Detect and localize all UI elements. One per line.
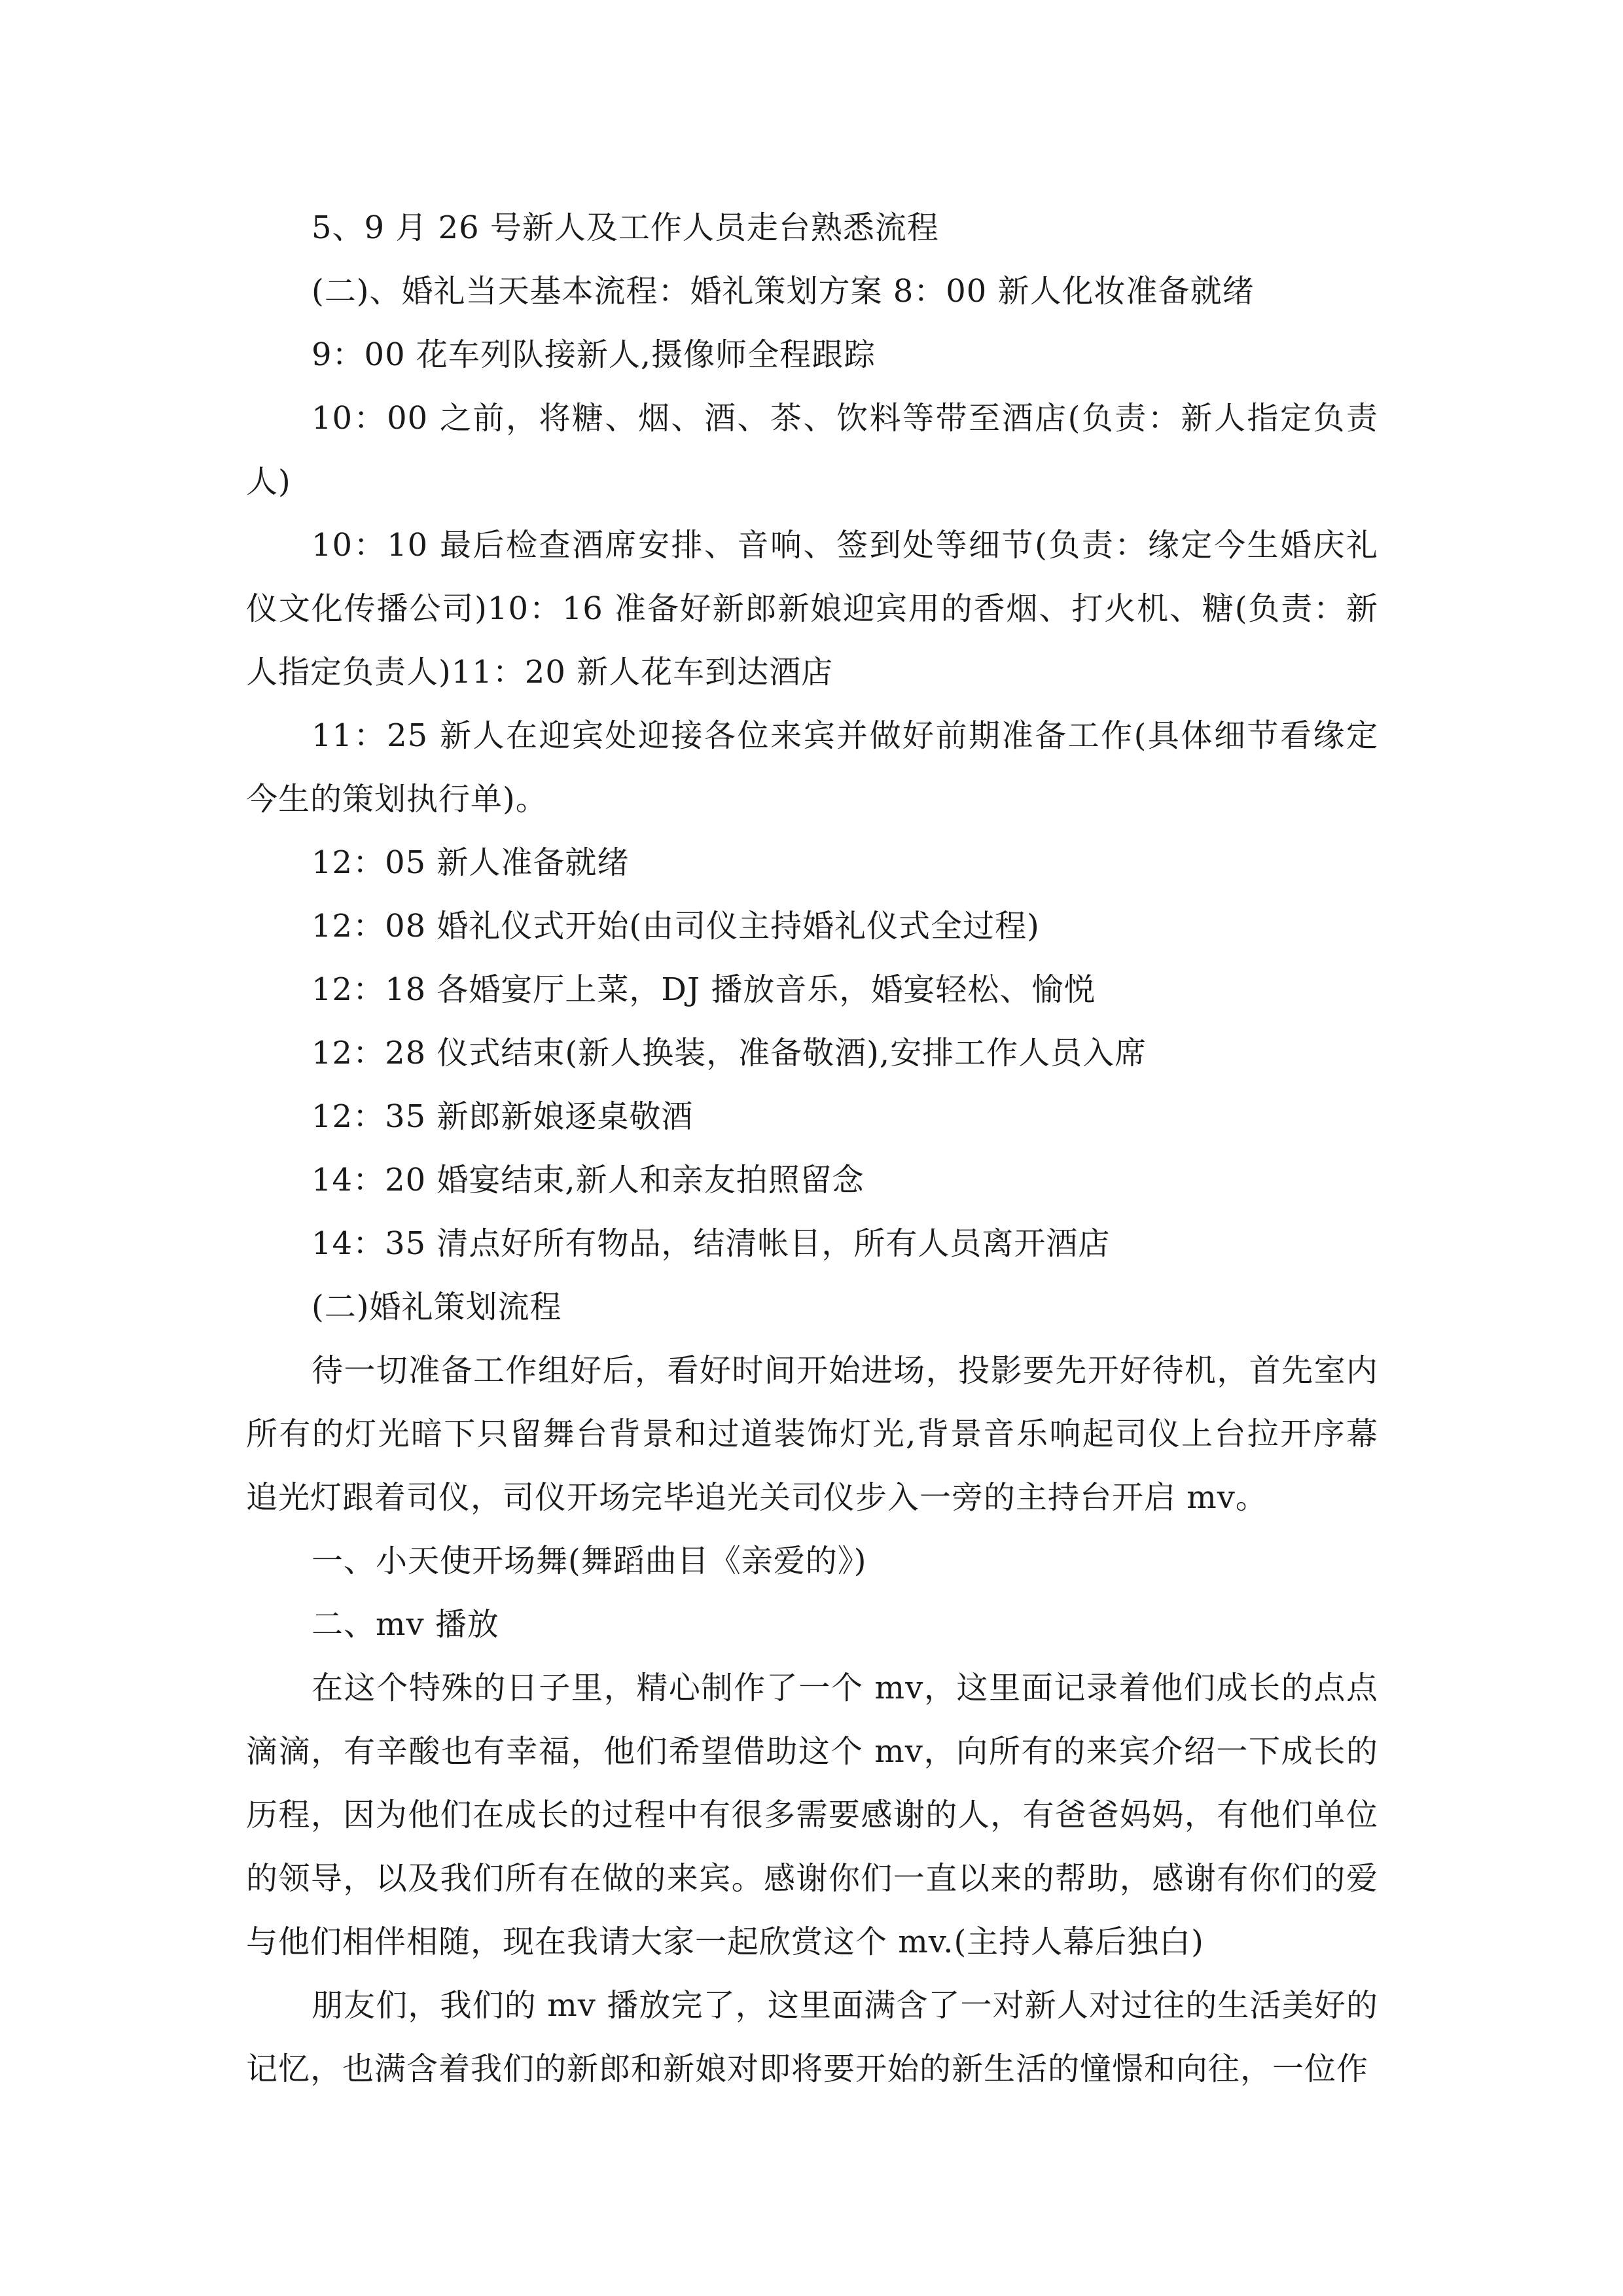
paragraph: 12：08 婚礼仪式开始(由司仪主持婚礼仪式全过程) <box>312 908 1040 944</box>
paragraph: 12：35 新郎新娘逐桌敬酒 <box>312 1098 694 1135</box>
paragraph: 待一切准备工作组好后，看好时间开始进场，投影要先开好待机，首先室内所有的灯光暗下只留舞台背景和过道装饰灯光,背景音乐响起司仪上台拉开序幕追光灯跟着司仪，司仪开场完毕追光关司仪步入一旁的主持台开启 mv。 <box>246 1352 1378 1516</box>
paragraph: 14：35 清点好所有物品，结清帐目，所有人员离开酒店 <box>312 1225 1111 1262</box>
paragraph: 9：00 花车列队接新人,摄像师全程跟踪 <box>312 336 876 373</box>
paragraph: 12：18 各婚宴厅上菜，DJ 播放音乐，婚宴轻松、愉悦 <box>312 971 1096 1008</box>
paragraph: 12：28 仪式结束(新人换装，准备敬酒),安排工作人员入席 <box>312 1035 1147 1071</box>
paragraph: 12：05 新人准备就绪 <box>312 844 630 881</box>
section-heading: 一、小天使开场舞(舞蹈曲目《亲爱的》) <box>312 1543 867 1579</box>
paragraph: 在这个特殊的日子里，精心制作了一个 mv，这里面记录着他们成长的点点滴滴，有辛酸也有幸福，他们希望借助这个 mv，向所有的来宾介绍一下成长的历程，因为他们在成长的过程中有很多需要感谢的人，有爸爸妈妈，有他们单位的领导，以及我们所有在做的来宾。感谢你们一直以来的帮助，感谢有你们的爱与他们相伴相随，现在我请大家一起欣赏这个 mv.(主持人幕后独白) <box>246 1670 1378 1960</box>
paragraph: 5、9 月 26 号新人及工作人员走台熟悉流程 <box>312 209 939 246</box>
paragraph: (二)、婚礼当天基本流程：婚礼策划方案 8：00 新人化妆准备就绪 <box>312 273 1255 310</box>
paragraph: 朋友们，我们的 mv 播放完了，这里面满含了一对新人对过往的生活美好的记忆，也满含着我们的新郎和新娘对即将要开始的新生活的憧憬和向往，一位作 <box>246 1987 1378 2087</box>
document-body <box>246 196 1378 2101</box>
paragraph: 10：00 之前，将糖、烟、酒、茶、饮料等带至酒店(负责：新人指定负责人) <box>246 400 1378 500</box>
paragraph: 11：25 新人在迎宾处迎接各位来宾并做好前期准备工作(具体细节看缘定今生的策划执行单)。 <box>246 717 1378 817</box>
section-heading: 二、mv 播放 <box>312 1606 499 1643</box>
section-heading: (二)婚礼策划流程 <box>312 1289 562 1325</box>
paragraph: 10：10 最后检查酒席安排、音响、签到处等细节(负责：缘定今生婚庆礼仪文化传播公司)10：16 准备好新郎新娘迎宾用的香烟、打火机、糖(负责：新人指定负责人)11：20 新人花车到达酒店 <box>246 527 1378 691</box>
paragraph: 14：20 婚宴结束,新人和亲友拍照留念 <box>312 1162 865 1198</box>
